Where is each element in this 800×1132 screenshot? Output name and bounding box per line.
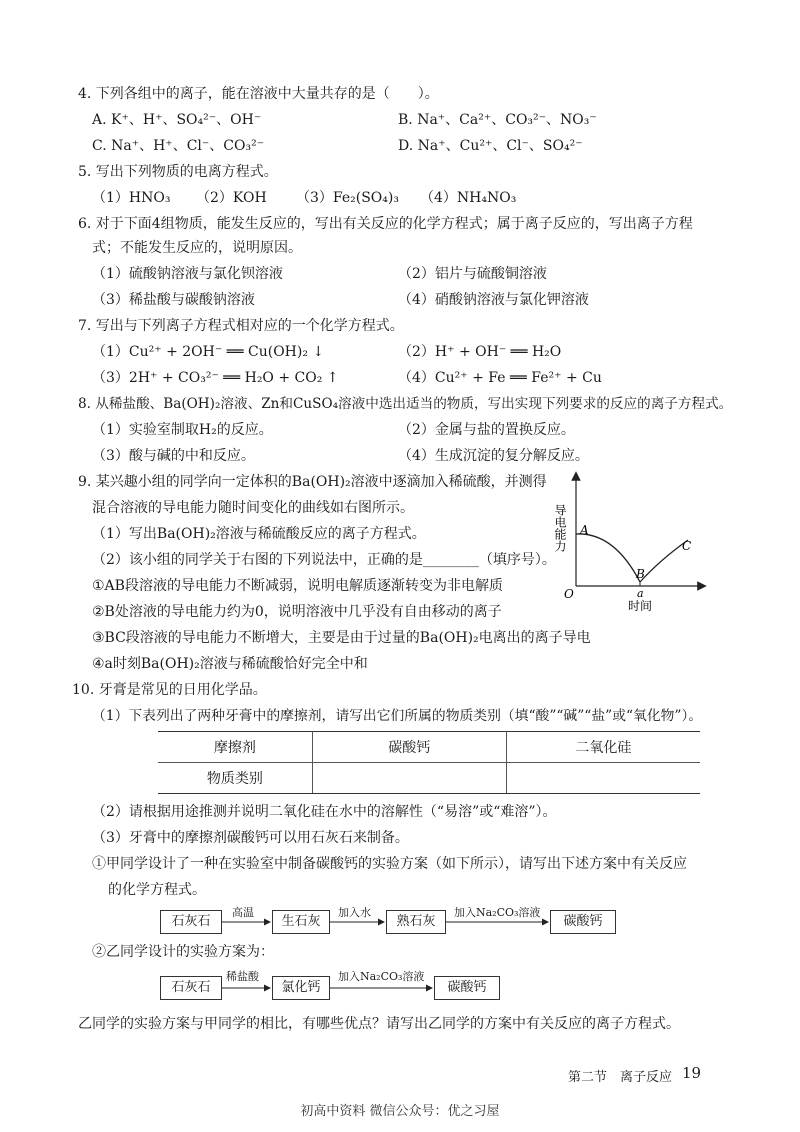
q7-item-3: （3）2H⁺ + CO₃²⁻ ══ H₂O + CO₂ ↑: [92, 370, 339, 386]
flow2-box-calcium-chloride: 氯化钙: [272, 976, 330, 1000]
q9-statement-3: ③BC段溶液的导电能力不断增大，主要是由于过量的Ba(OH)₂电离出的离子导电: [92, 630, 591, 646]
q6-stem-line2: 式；不能发生反应的，说明原因。: [92, 240, 302, 256]
q9-sub-1: （1）写出Ba(OH)₂溶液与稀硫酸反应的离子方程式。: [92, 526, 426, 542]
q4-stem: 4. 下列各组中的离子，能在溶液中大量共存的是（ ）。: [78, 86, 439, 102]
q5-item-4: （4）NH₄NO₃: [420, 190, 517, 206]
q5-item-3: （3）Fe₂(SO₄)₃: [296, 190, 399, 206]
q9-stem-line2: 混合溶液的导电能力随时间变化的曲线如右图所示。: [92, 500, 414, 516]
q10-plan2: ②乙同学设计的实验方案为：: [92, 944, 274, 960]
section-footer: 第二节 离子反应: [568, 1070, 673, 1085]
q6-item-4: （4）硝酸钠溶液与氯化钾溶液: [398, 292, 589, 308]
flow1-box-calcium-carbonate: 碳酸钙: [550, 910, 616, 934]
table-row: [158, 763, 700, 794]
table-cell-answer[interactable]: [506, 763, 700, 794]
flow2-box-calcium-carbonate: 碳酸钙: [434, 976, 500, 1000]
flow1-label-heat: 高温: [232, 906, 254, 919]
q8-item-1: （1）实验室制取H₂的反应。: [92, 422, 273, 438]
flow2-box-limestone: 石灰石: [160, 976, 222, 1000]
q6-stem-line1: 6. 对于下面4组物质，能发生反应的，写出有关反应的化学方程式；属于离子反应的，写出离子方程: [78, 216, 693, 232]
abrasive-table: [158, 731, 700, 794]
q10-plan1-line2: 的化学方程式。: [108, 882, 206, 898]
q4-option-a: A. K⁺、H⁺、SO₄²⁻、OH⁻: [92, 112, 262, 128]
q9-statement-1: ①AB段溶液的导电能力不断减弱，说明电解质逐渐转变为非电解质: [92, 578, 503, 594]
q9-statement-2: ②B处溶液的导电能力约为0，说明溶液中几乎没有自由移动的离子: [92, 604, 502, 620]
q10-sub-2: （2）请根据用途推测并说明二氧化硅在水中的溶解性（“易溶”或“难溶”）。: [92, 804, 557, 820]
table-row: [158, 732, 700, 763]
q4-option-c: C. Na⁺、H⁺、Cl⁻、CO₃²⁻: [92, 138, 265, 154]
table-row-label: 物质类别: [158, 763, 312, 794]
flow1-box-slaked-lime: 熟石灰: [386, 910, 446, 934]
q8-item-3: （3）酸与碱的中和反应。: [92, 448, 255, 464]
credit-line: 初高中资料 微信公众号：优之习屋: [300, 1104, 500, 1119]
table-header-abrasive: 摩擦剂: [158, 732, 312, 763]
point-a-label: A: [580, 523, 589, 537]
flow2-label-dilute-hcl: 稀盐酸: [226, 970, 259, 983]
flow1-label-add-sodium-carbonate: 加入Na₂CO₃溶液: [454, 906, 541, 919]
conductivity-graph: [553, 470, 706, 620]
q9-stem-line1: 9. 某兴趣小组的同学向一定体积的Ba(OH)₂溶液中逐滴加入稀硫酸，并测得: [78, 474, 547, 490]
table-header-silica: 二氧化硅: [506, 732, 700, 763]
q6-item-3: （3）稀盐酸与碳酸钠溶液: [92, 292, 255, 308]
q8-stem: 8. 从稀盐酸、Ba(OH)₂溶液、Zn和CuSO₄溶液中选出适当的物质，写出实现下列要求的反应的离子方程式。: [78, 396, 733, 412]
q7-item-2: （2）H⁺ + OH⁻ ══ H₂O: [398, 344, 562, 360]
q7-item-4: （4）Cu²⁺ + Fe ══ Fe²⁺ + Cu: [398, 370, 602, 386]
q8-item-2: （2）金属与盐的置换反应。: [398, 422, 575, 438]
conductivity-curve: [576, 534, 688, 582]
q5-item-2: （2）KOH: [196, 190, 267, 206]
flow2-label-add-sodium-carbonate: 加入Na₂CO₃溶液: [338, 970, 425, 983]
q5-stem: 5. 写出下列物质的电离方程式。: [78, 164, 278, 180]
table-header-calcium-carbonate: 碳酸钙: [312, 732, 506, 763]
table-cell-answer[interactable]: [312, 763, 506, 794]
y-axis-label: 导电能力: [553, 504, 567, 552]
q10-sub-3: （3）牙膏中的摩擦剂碳酸钙可以用石灰石来制备。: [92, 830, 409, 846]
page-number: 19: [682, 1064, 702, 1082]
point-c-label: C: [682, 539, 692, 553]
q10-plan1-line1: ①甲同学设计了一种在实验室中制备碳酸钙的实验方案（如下所示），请写出下述方案中有关反应: [92, 856, 687, 872]
q10-sub-1: （1）下表列出了两种牙膏中的摩擦剂，请写出它们所属的物质类别（填“酸”“碱”“盐”或“氧化物”）。: [92, 708, 703, 724]
q9-sub-2: （2）该小组的同学关于右图的下列说法中，正确的是________（填序号）。: [92, 552, 556, 568]
q8-item-4: （4）生成沉淀的复分解反应。: [398, 448, 589, 464]
origin-label: O: [564, 587, 574, 601]
q4-option-b: B. Na⁺、Ca²⁺、CO₃²⁻、NO₃⁻: [398, 112, 597, 128]
flow1-box-quicklime: 生石灰: [272, 910, 330, 934]
x-axis-label: 时间: [628, 599, 653, 613]
point-b-label: B: [636, 567, 645, 581]
q6-item-1: （1）硫酸钠溶液与氯化钡溶液: [92, 266, 283, 282]
tick-a-label: a: [637, 587, 644, 600]
flow1-box-limestone: 石灰石: [160, 910, 222, 934]
q5-item-1: （1）HNO₃: [92, 190, 171, 206]
q7-item-1: （1）Cu²⁺ + 2OH⁻ ══ Cu(OH)₂ ↓: [92, 344, 325, 360]
q9-statement-4: ④a时刻Ba(OH)₂溶液与稀硫酸恰好完全中和: [92, 656, 368, 672]
q10-stem: 10. 牙膏是常见的日用化学品。: [72, 682, 267, 698]
q7-stem: 7. 写出与下列离子方程式相对应的一个化学方程式。: [78, 318, 404, 334]
q10-final-question: 乙同学的实验方案与甲同学的相比，有哪些优点？请写出乙同学的方案中有关反应的离子方程式。: [78, 1016, 680, 1032]
flow1-label-add-water: 加入水: [338, 906, 371, 919]
q4-option-d: D. Na⁺、Cu²⁺、Cl⁻、SO₄²⁻: [398, 138, 583, 154]
q6-item-2: （2）铝片与硫酸铜溶液: [398, 266, 547, 282]
